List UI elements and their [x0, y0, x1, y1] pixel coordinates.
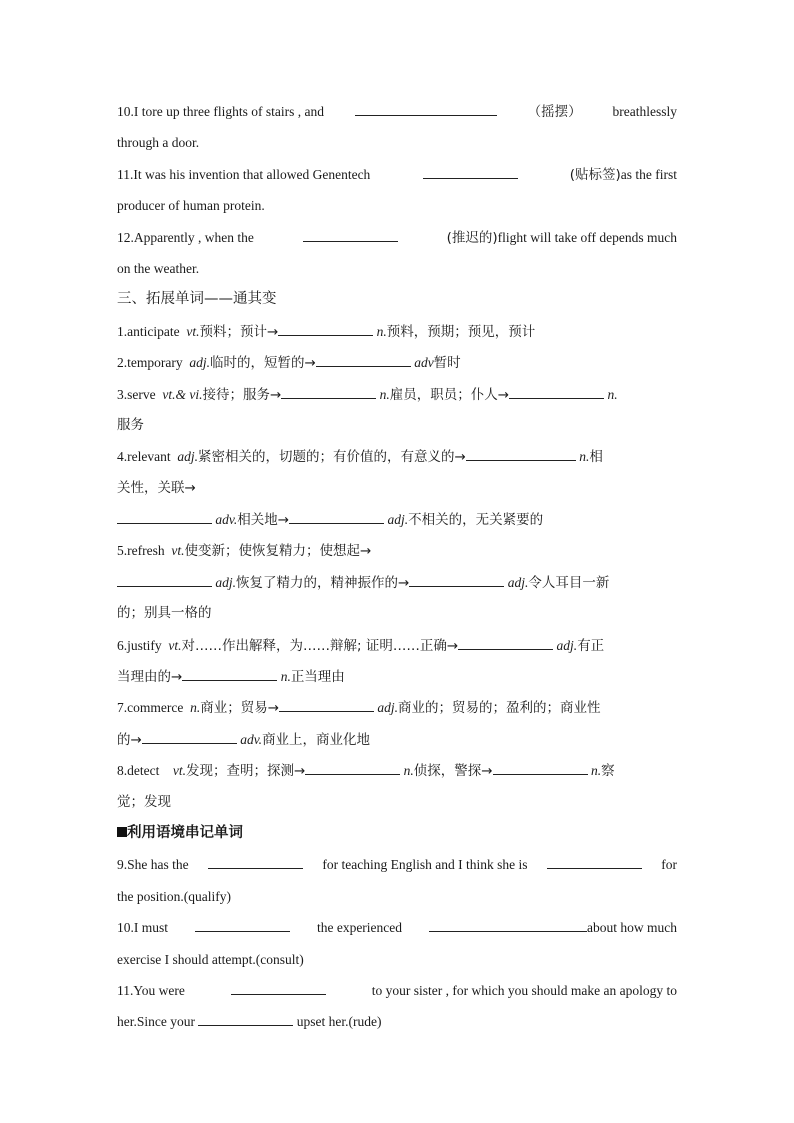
answer-blank[interactable] — [305, 760, 400, 775]
word-8-pos3: n. — [590, 763, 602, 779]
word-1-line — [117, 316, 677, 347]
word-8-pos2: n. — [403, 763, 414, 779]
answer-blank[interactable] — [509, 384, 604, 399]
word-3-meaning3: 服务 — [117, 416, 144, 433]
word-8-meaning3: 察 — [601, 763, 615, 780]
sentence-9-line1 — [117, 849, 677, 880]
word-6-meaning2b: 当理由的→ — [117, 669, 183, 686]
sentence-11-line1 — [117, 975, 677, 1006]
word-5-meaning: 使变新；使恢复精力；使想起→ — [184, 543, 372, 560]
sentence-9-text-a: 9.She has the — [117, 857, 189, 873]
word-2-headword: 2.temporary — [117, 355, 183, 371]
word-3-meaning2: 雇员，职员；仆人→ — [389, 386, 510, 403]
word-3-pos2: n. — [379, 386, 390, 402]
word-4-headword: 4.relevant — [117, 449, 171, 465]
section-3-title: 三、拓展单词——通其变 — [117, 291, 277, 308]
word-4-pos2: n. — [579, 449, 590, 465]
word-5-meaning3b: 的；别具一格的 — [117, 605, 212, 622]
sentence-10-text-b: the experienced — [316, 920, 403, 936]
answer-blank[interactable] — [303, 227, 398, 242]
exercise-12-hint: (推迟的) — [446, 229, 498, 246]
answer-blank[interactable] — [409, 572, 504, 587]
word-4-line3 — [117, 504, 677, 535]
answer-blank[interactable] — [281, 384, 376, 399]
word-4-meaning2: 相 — [589, 449, 603, 466]
word-6-line1 — [117, 630, 677, 661]
sentence-11-line2 — [117, 1006, 677, 1037]
word-6-pos: vt. — [168, 637, 182, 653]
word-5-pos3: adj. — [507, 574, 529, 590]
sentence-9-text-d: the position.(qualify) — [117, 888, 231, 904]
answer-blank[interactable] — [142, 729, 237, 744]
word-8-headword: 8.detect — [117, 763, 160, 779]
word-3-pos3: n. — [607, 386, 618, 402]
exercise-12-text: 12.Apparently , when the — [117, 229, 254, 245]
sentence-9-text-c: for — [661, 857, 677, 873]
exercise-12-text-end: on the weather. — [117, 260, 200, 276]
sentence-10-line2 — [117, 944, 677, 975]
exercise-10-text-cont: breathlessly — [612, 104, 677, 119]
word-2-meaning: 临时的，短暂的→ — [210, 355, 316, 372]
word-3-line2 — [117, 410, 677, 441]
word-4-meaning3: 相关地→ — [237, 512, 290, 529]
answer-blank[interactable] — [182, 666, 277, 681]
word-4-meaning2b: 关性，关联→ — [117, 479, 196, 496]
answer-blank[interactable] — [429, 917, 587, 932]
word-5-headword: 5.refresh — [117, 543, 165, 559]
word-3-meaning: 接待；服务→ — [202, 386, 282, 403]
exercise-10-hint: （摇摆） — [527, 104, 582, 120]
square-bullet-icon — [117, 827, 127, 837]
answer-blank[interactable] — [547, 854, 642, 869]
sentence-11-text-a: 11.You were — [117, 982, 185, 998]
exercise-10-text-end: through a door. — [117, 135, 200, 151]
exercise-11-line2 — [117, 190, 677, 221]
word-6-pos3: n. — [280, 669, 291, 685]
worksheet-page — [117, 96, 677, 1038]
word-8-pos: vt. — [172, 763, 186, 779]
word-4-meaning: 紧密相关的，切题的；有价值的，有意义的→ — [198, 449, 466, 466]
word-3-line1 — [117, 379, 677, 410]
sentence-11-text-b: to your sister , for which you should make an apology to — [371, 982, 677, 998]
sentence-9-text-b: for teaching English and I think she is — [322, 857, 528, 873]
section-4-title: 利用语境串记单词 — [127, 824, 243, 841]
word-5-meaning3: 令人耳目一新 — [528, 574, 610, 591]
word-8-line2 — [117, 787, 677, 818]
answer-blank[interactable] — [198, 1011, 293, 1026]
answer-blank[interactable] — [117, 572, 212, 587]
word-4-pos4: adj. — [387, 512, 409, 528]
word-8-meaning3b: 觉；发现 — [117, 793, 171, 810]
answer-blank[interactable] — [231, 980, 326, 995]
sentence-10-line1 — [117, 912, 677, 943]
exercise-12-text-cont: flight will take off depends much — [497, 229, 677, 245]
word-2-pos: adj. — [189, 355, 210, 371]
word-5-pos: vt. — [171, 543, 185, 559]
word-5-line1 — [117, 535, 677, 566]
sentence-11-text-c: her.Since your — [117, 1014, 195, 1030]
word-7-line2 — [117, 724, 677, 755]
answer-blank[interactable] — [117, 509, 212, 524]
word-8-line1 — [117, 755, 677, 786]
exercise-11-line1 — [117, 159, 677, 190]
word-7-line1 — [117, 692, 677, 723]
exercise-11-text-end: producer of human protein. — [117, 198, 265, 214]
word-4-line1 — [117, 441, 677, 472]
word-7-pos: n. — [190, 700, 201, 716]
sentence-10-text-c: about how much — [587, 920, 677, 936]
exercise-11-hint: (贴标签) — [569, 166, 621, 183]
answer-blank[interactable] — [493, 760, 588, 775]
word-7-pos3: adv. — [240, 731, 263, 747]
word-5-line2 — [117, 567, 677, 598]
word-2-pos2: adv — [414, 355, 434, 371]
word-7-meaning2: 商业的；贸易的；盈利的；商业性 — [398, 700, 601, 717]
sentence-11-text-d: upset her.(rude) — [296, 1014, 382, 1030]
word-2-meaning2: 暂时 — [433, 355, 461, 372]
answer-blank[interactable] — [208, 854, 303, 869]
word-6-line2 — [117, 661, 677, 692]
answer-blank[interactable] — [279, 697, 374, 712]
answer-blank[interactable] — [466, 446, 576, 461]
word-4-meaning4: 不相关的，无关紧要的 — [408, 512, 544, 529]
exercise-11-text: 11.It was his invention that allowed Genentech — [117, 166, 371, 182]
word-3-headword: 3.serve — [117, 386, 156, 402]
word-5-line3 — [117, 598, 677, 629]
word-6-pos2: adj. — [556, 637, 578, 653]
word-4-pos: adj. — [177, 449, 198, 465]
exercise-12-line1 — [117, 222, 677, 253]
word-1-headword: 1.anticipate — [117, 323, 180, 339]
sentence-9-line2 — [117, 881, 677, 912]
word-3-pos: vt.& vi. — [162, 386, 203, 402]
word-5-pos2: adj. — [215, 574, 237, 590]
word-1-pos: vt. — [186, 323, 200, 339]
answer-blank[interactable] — [423, 164, 518, 179]
answer-blank[interactable] — [458, 635, 553, 650]
answer-blank[interactable] — [278, 321, 373, 336]
sentence-10-text-a: 10.I must — [117, 920, 169, 936]
section-4-title-line — [117, 818, 677, 849]
word-7-pos2: adj. — [377, 700, 399, 716]
exercise-11-text-cont: as the first — [620, 166, 677, 182]
exercise-10-line2 — [117, 127, 677, 158]
exercise-10-text: 10.I tore up three flights of stairs , and — [117, 104, 324, 119]
answer-blank[interactable] — [316, 352, 411, 367]
word-2-line — [117, 347, 677, 378]
sentence-10-text-d: exercise I should attempt.(consult) — [117, 951, 304, 967]
word-8-meaning2: 侦探，警探→ — [413, 763, 493, 780]
word-7-meaning: 商业；贸易→ — [200, 700, 280, 717]
word-7-meaning3: 商业上，商业化地 — [262, 731, 371, 748]
word-6-meaning2: 有正 — [577, 637, 605, 654]
word-7-meaning2b: 的→ — [117, 731, 142, 748]
answer-blank[interactable] — [195, 917, 290, 932]
word-8-meaning: 发现；查明；探测→ — [185, 763, 306, 780]
word-1-pos2: n. — [376, 323, 387, 339]
word-6-headword: 6.justify — [117, 637, 162, 653]
word-7-headword: 7.commerce — [117, 700, 184, 716]
answer-blank[interactable] — [289, 509, 384, 524]
word-1-meaning2: 预料，预期；预见，预计 — [386, 323, 536, 340]
exercise-12-line2 — [117, 253, 677, 284]
word-5-meaning2: 恢复了精力的，精神振作的→ — [236, 574, 410, 591]
answer-blank[interactable] — [355, 101, 497, 116]
exercise-10-line1 — [117, 96, 677, 127]
word-1-meaning: 预料；预计→ — [199, 323, 279, 340]
word-4-line2 — [117, 473, 677, 504]
word-6-meaning: 对……作出解释，为……辩解; 证明……正确→ — [181, 637, 459, 654]
word-4-pos3: adv. — [215, 512, 238, 528]
word-6-meaning3: 正当理由 — [290, 669, 345, 686]
